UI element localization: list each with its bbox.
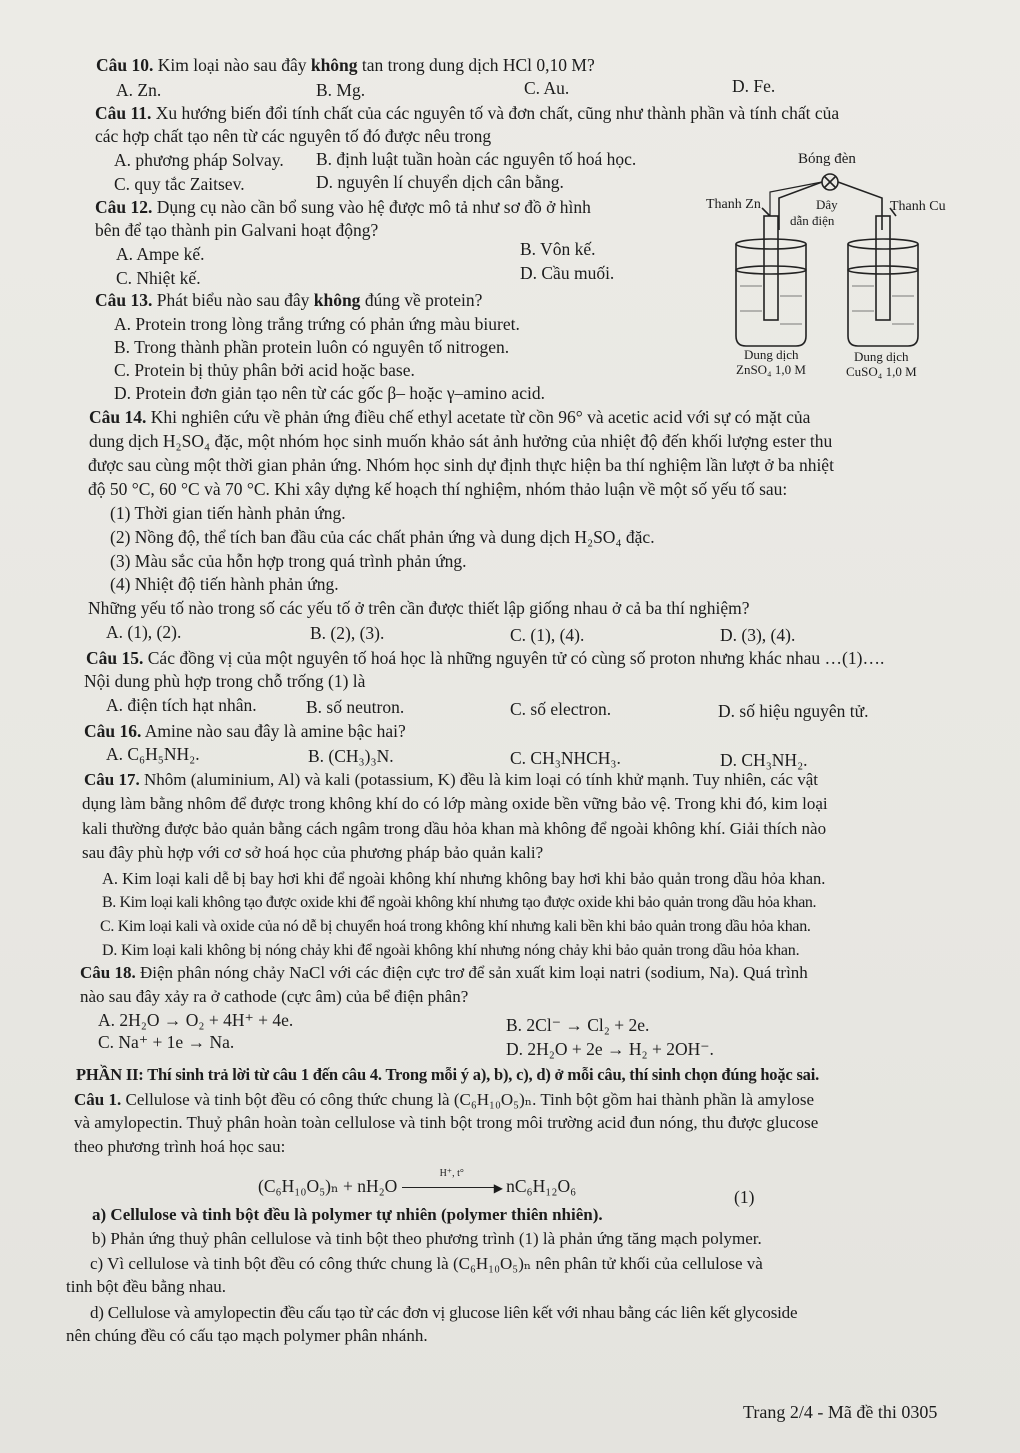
zn-solution-label-2: ZnSO₄ 1,0 M [736,362,806,377]
q14-stem-line2: dung dịch H₂SO₄ đặc, một nhóm học sinh muốn khảo sát ảnh hưởng của nhiệt độ đến khối lượng ester thu [89,431,833,451]
q11-option-b[interactable]: B. định luật tuần hoàn các nguyên tố hoá học. [316,149,637,169]
p2q1-statement-c-line2: tinh bột đều bằng nhau. [66,1277,227,1296]
q12-stem-line1: Câu 12. Dụng cụ nào cần bổ sung vào hệ được mô tả như sơ đồ ở hình [95,197,591,217]
p2q1-statement-b[interactable]: b) Phản ứng thuỷ phân cellulose và tinh bột theo phương trình (1) là phản ứng tăng mạch polymer. [92,1229,762,1248]
q18-stem-line1: Câu 18. Điện phân nóng chảy NaCl với các điện cực trơ để sản xuất kim loại natri (sodium, Na). Quá trình [80,963,808,982]
q14-stem-line4: độ 50 °C, 60 °C và 70 °C. Khi xây dựng kế hoạch thí nghiệm, nhóm thảo luận về một số yếu tố sau: [88,479,788,499]
q14-factor-3: (3) Màu sắc của hỗn hợp trong quá trình phản ứng. [110,551,467,571]
zn-solution-label-1: Dung dịch [744,347,799,362]
q10-option-c[interactable]: C. Au. [524,78,570,98]
q14-option-a[interactable]: A. (1), (2). [106,622,182,642]
q11-option-a[interactable]: A. phương pháp Solvay. [114,150,284,170]
q11-option-d[interactable]: D. nguyên lí chuyển dịch cân bằng. [316,172,564,192]
p2q1-stem-line1: Câu 1. Cellulose và tinh bột đều có công thức chung là (C₆H₁₀O₅)ₙ. Tinh bột gồm hai thành phần là amylose [74,1090,815,1109]
q12-option-d[interactable]: D. Cầu muối. [520,263,615,283]
q17-option-a[interactable]: A. Kim loại kali dễ bị bay hơi khi để ngoài không khí nhưng không bay hơi khi bảo quản trong dầu hỏa khan. [102,869,826,888]
q10-option-d[interactable]: D. Fe. [732,76,776,96]
p2q1-equation: (C₆H₁₀O₅)ₙ + nH₂O H⁺, t° ▶ nC₆H₁₂O₆ [258,1175,576,1199]
q17-stem-line1: Câu 17. Nhôm (aluminium, Al) và kali (potassium, K) đều là kim loại có tính khử mạnh. Tuy nhiên, các vật [84,770,818,789]
q13-option-a[interactable]: A. Protein trong lòng trắng trứng có phản ứng màu biuret. [114,314,520,334]
q14-factor-1: (1) Thời gian tiến hành phản ứng. [110,503,346,523]
q13-option-c[interactable]: C. Protein bị thủy phân bởi acid hoặc base. [114,360,415,380]
q14-factor-2: (2) Nồng độ, thể tích ban đầu của các chất phản ứng và dung dịch H₂SO₄ đặc. [110,527,655,547]
q14-option-b[interactable]: B. (2), (3). [310,623,385,643]
cu-rod-label: Thanh Cu [890,199,946,214]
cu-solution-label-1: Dung dịch [854,349,909,364]
q16-option-a[interactable]: A. C₆H₅NH₂. [106,744,200,764]
q14-stem-line1: Câu 14. Khi nghiên cứu về phản ứng điều chế ethyl acetate từ cồn 96° và acetic acid với sự có mặt của [89,407,811,427]
q15-option-b[interactable]: B. số neutron. [306,697,405,717]
bulb-label: Bóng đèn [798,151,856,167]
q10-option-a[interactable]: A. Zn. [116,80,162,100]
q16-stem: Câu 16. Amine nào sau đây là amine bậc hai? [84,721,406,741]
galvanic-cell-diagram [706,146,968,382]
q17-stem-line4: sau đây phù hợp với cơ sở hoá học của phương pháp bảo quản kali? [82,843,544,862]
equation-arrow: H⁺, t° ▶ [402,1175,502,1199]
q17-stem-line3: kali thường được bảo quản bằng cách ngâm trong dầu hỏa khan mà không để ngoài không khí. Giải thích nào [82,819,827,838]
q16-option-d[interactable]: D. CH₃NH₂. [720,750,808,770]
p2q1-statement-d-line2: nên chúng đều có cấu tạo mạch polymer phân nhánh. [66,1326,428,1345]
q11-option-c[interactable]: C. quy tắc Zaitsev. [114,174,245,194]
p2q1-statement-a[interactable]: a) Cellulose và tinh bột đều là polymer tự nhiên (polymer thiên nhiên). [92,1205,603,1224]
q16-option-c[interactable]: C. CH₃NHCH₃. [510,748,621,768]
q12-option-b[interactable]: B. Vôn kế. [520,239,596,259]
wire-label-1: Dây [816,197,838,212]
q14-stem-line3: được sau cùng một thời gian phản ứng. Nhóm học sinh dự định thực hiện ba thí nghiệm lần lượt ở ba nhiệt [88,455,834,475]
q16-option-b[interactable]: B. (CH₃)₃N. [308,746,394,766]
p2q1-statement-c-line1[interactable]: c) Vì cellulose và tinh bột đều có công thức chung là (C₆H₁₀O₅)ₙ nên phân tử khối của cellulose và [90,1254,763,1273]
q12-option-a[interactable]: A. Ampe kế. [116,244,205,264]
q18-option-b[interactable]: B. 2Cl⁻ → Cl₂ + 2e. [506,1015,650,1035]
q17-stem-line2: dụng làm bằng nhôm để được trong không khí do có lớp màng oxide bền vững bảo vệ. Trong khi đó, kim loại [82,794,828,813]
q15-option-a[interactable]: A. điện tích hạt nhân. [106,695,257,715]
q14-option-d[interactable]: D. (3), (4). [720,625,796,645]
q14-factor-4: (4) Nhiệt độ tiến hành phản ứng. [110,574,339,594]
p2q1-statement-d-line1[interactable]: d) Cellulose và amylopectin đều cấu tạo từ các đơn vị glucose liên kết với nhau bằng các liên kết glycoside [90,1303,798,1322]
q15-option-c[interactable]: C. số electron. [510,699,612,719]
q17-option-c[interactable]: C. Kim loại kali và oxide của nó dễ bị chuyển hoá trong không khí nhưng kali bền khi bảo quản trong dầu hỏa khan. [100,918,811,935]
q14-question: Những yếu tố nào trong số các yếu tố ở trên cần được thiết lập giống nhau ở cả ba thí nghiệm? [88,598,750,618]
part-two-heading: PHẦN II: Thí sinh trả lời từ câu 1 đến câu 4. Trong mỗi ý a), b), c), d) ở mỗi câu, thí sinh chọn đúng hoặc sai. [76,1065,820,1084]
equation-number: (1) [734,1187,755,1207]
q10-stem: Câu 10. Kim loại nào sau đây không tan trong dung dịch HCl 0,10 M? [96,55,595,75]
cu-solution-label-2: CuSO₄ 1,0 M [846,364,917,379]
q18-stem-line2: nào sau đây xảy ra ở cathode (cực âm) của bể điện phân? [80,987,469,1006]
q11-stem-line2: các hợp chất tạo nên từ các nguyên tố đó được nêu trong [95,126,492,146]
q14-option-c[interactable]: C. (1), (4). [510,625,585,645]
zn-rod-label: Thanh Zn [706,197,761,212]
q17-option-d[interactable]: D. Kim loại kali không bị nóng chảy khi để ngoài không khí nhưng nóng chảy khi bảo quản trong dầu hỏa khan. [102,942,800,959]
p2q1-stem-line3: theo phương trình hoá học sau: [74,1137,286,1156]
q10-option-b[interactable]: B. Mg. [316,80,366,100]
q11-stem-line1: Câu 11. Xu hướng biến đổi tính chất của các nguyên tố và đơn chất, cũng như thành phần và tính chất của [95,103,840,123]
q15-stem-line1: Câu 15. Các đồng vị của một nguyên tố hoá học là những nguyên tử có cùng số proton nhưng khác nhau …(1)…. [86,648,885,668]
q18-option-a[interactable]: A. 2H₂O → O₂ + 4H⁺ + 4e. [98,1010,294,1030]
q13-option-d[interactable]: D. Protein đơn giản tạo nên từ các gốc β– hoặc γ–amino acid. [114,383,545,403]
q18-option-c[interactable]: C. Na⁺ + 1e → Na. [98,1032,235,1052]
q12-stem-line2: bên để tạo thành pin Galvani hoạt động? [95,220,379,240]
q15-option-d[interactable]: D. số hiệu nguyên tử. [718,701,869,721]
q15-stem-line2: Nội dung phù hợp trong chỗ trống (1) là [84,671,366,691]
q13-option-b[interactable]: B. Trong thành phần protein luôn có nguyên tố nitrogen. [114,337,510,357]
p2q1-stem-line2: và amylopectin. Thuỷ phân hoàn toàn cellulose và tinh bột trong môi trường acid đun nóng, thu được glucose [74,1113,819,1132]
q18-option-d[interactable]: D. 2H₂O + 2e → H₂ + 2OH⁻. [506,1039,714,1059]
page-footer: Trang 2/4 - Mã đề thi 0305 [743,1402,938,1422]
q17-option-b[interactable]: B. Kim loại kali không tạo được oxide khi để ngoài không khí nhưng tạo được oxide khi bảo quản trong dầu hỏa khan. [102,894,817,911]
wire-label-2: dẫn điện [790,213,835,228]
q12-option-c[interactable]: C. Nhiệt kế. [116,268,201,288]
q13-stem: Câu 13. Phát biểu nào sau đây không đúng về protein? [95,290,483,310]
